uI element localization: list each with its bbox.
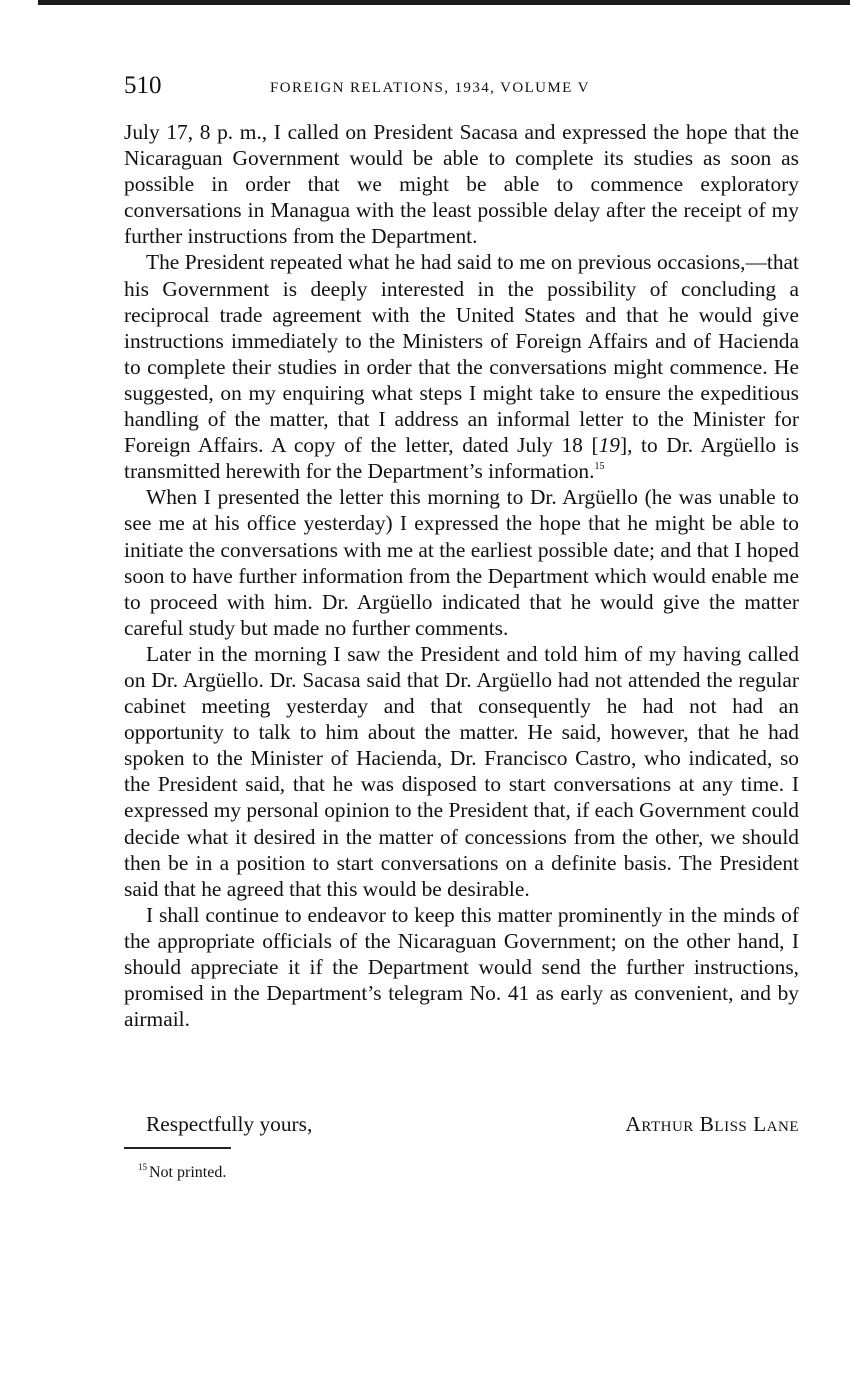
paragraph-2-text-after: ], to Dr. Argüello is transmitted herewith for the Department’s information. xyxy=(124,433,800,484)
date-correction: 19 xyxy=(598,433,620,458)
paragraph-2-text: The President repeated what he had said to me on previous occasions,—that his Government is deeply interested in the possibility of concluding a reciprocal trade agreement with the United States and that he would give instructions immediately to the Ministers of Foreign Affairs and of Hacienda to complete their studies in order that the conversations might commence. He suggested, on my enquiring what steps I might take to ensure the expeditious handling of the matter, that I address an informal letter to the Minister for Foreign Affairs. A copy of the letter, dated July 18 [ xyxy=(124,250,799,458)
footnote-text: Not printed. xyxy=(149,1164,227,1181)
paragraph-5: I shall continue to endeavor to keep this matter prominently in the minds of the appropriate officials of the Nicaraguan Government; on the other hand, I should appreciate it if the Department would send the further instructions, promised in the Department’s telegram No. 41 as early as convenient, and by airmail. xyxy=(124,902,799,1032)
footnote-rule xyxy=(124,1147,231,1149)
salutation: Respectfully yours, xyxy=(146,1112,313,1136)
page-header xyxy=(124,70,800,102)
running-head: FOREIGN RELATIONS, 1934, VOLUME V xyxy=(270,80,590,96)
footnote-marker: 15 xyxy=(138,1162,147,1172)
paragraph-2 xyxy=(124,249,799,484)
paragraph-4: Later in the morning I saw the President and told him of my having called on Dr. Argüello. Dr. Sacasa said that Dr. Argüello had not attended the regular cabinet meeting yesterday and that consequently he had not had an opportunity to talk to him about the matter. He said, however, that he had spoken to the Minister of Hacienda, Dr. Francisco Castro, who indicated, so the President said, that he was disposed to start conversations at any time. I expressed my personal opinion to the President that, if each Government could decide what it desired in the matter of concessions from the other, we should then be in a position to start conversations on a definite basis. The President said that he agreed that this would be desirable. xyxy=(124,641,799,901)
closing xyxy=(124,1110,799,1138)
body-text xyxy=(124,119,799,1032)
top-border-rule xyxy=(38,0,850,5)
paragraph-1: July 17, 8 p. m., I called on President Sacasa and expressed the hope that the Nicaraguan Government would be able to complete its studies as soon as possible in order that we might be able to commence exploratory conversations in Managua with the least possible delay after the receipt of my further instructions from the Department. xyxy=(124,120,799,249)
paragraph-3: When I presented the letter this morning to Dr. Argüello (he was unable to see me at his office yesterday) I expressed the hope that he might be able to initiate the conversations with me at the earliest possible date; and that I hoped soon to have further information from the Department which would enable me to proceed with him. Dr. Argüello indicated that he would give the matter careful study but made no further comments. xyxy=(124,485,799,640)
footnote-reference: 15 xyxy=(594,461,605,473)
page-number: 510 xyxy=(124,72,162,99)
signature: Arthur Bliss Lane xyxy=(625,1112,799,1136)
footnote xyxy=(138,1162,226,1184)
